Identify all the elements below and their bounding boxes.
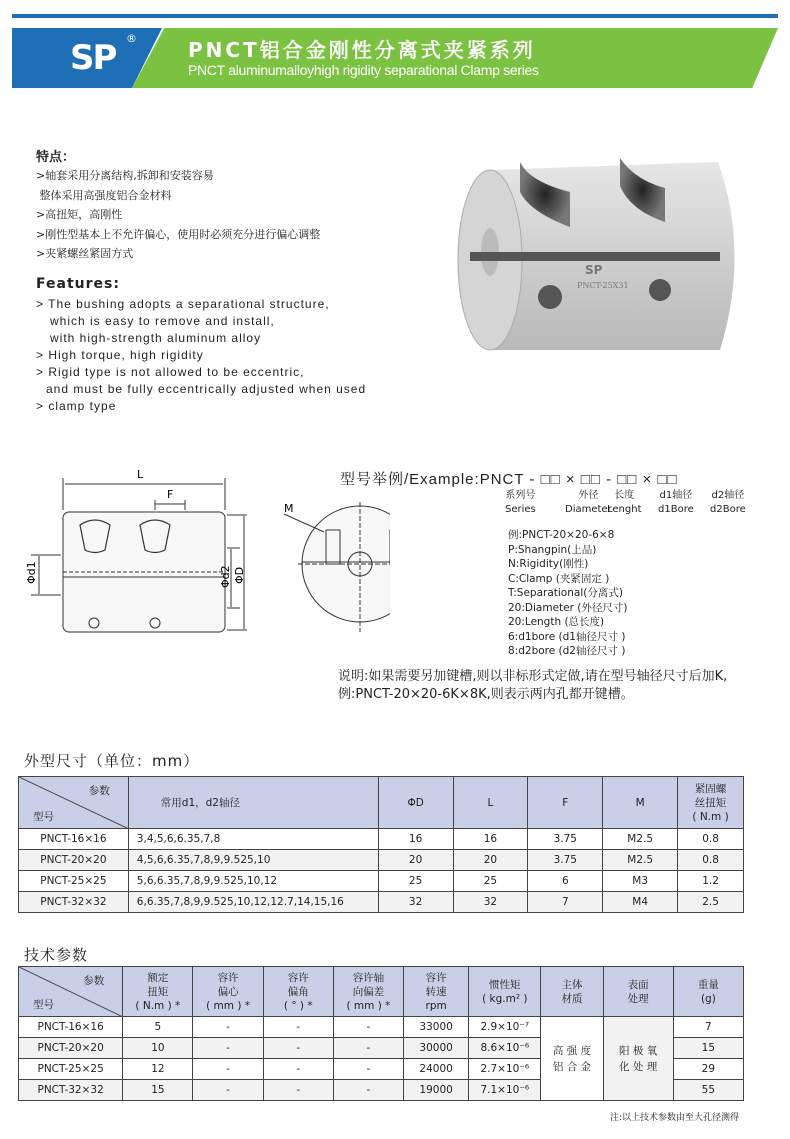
feature-cn-item: 整体采用高强度铝合金材料 [36, 188, 172, 202]
side-view-drawing [25, 460, 255, 640]
table-cell: 7.1×10⁻⁶ [469, 1080, 541, 1101]
tech-header: 表面 处理 [603, 967, 673, 1017]
tech-table [18, 966, 744, 1101]
table-cell: 2.9×10⁻⁷ [469, 1017, 541, 1038]
table-cell: 7 [673, 1017, 743, 1038]
features-en-list [36, 296, 366, 415]
example-item: 6:d1bore (d1轴径尺寸 ) [508, 630, 626, 643]
feature-en-item: and must be fully eccentrically adjusted when used [46, 382, 367, 396]
table-cell: - [333, 1017, 403, 1038]
table-cell: PNCT-32×32 [19, 1080, 123, 1101]
product-photo [450, 152, 755, 362]
table-cell: 8.6×10⁻⁶ [469, 1038, 541, 1059]
material-cell: 高 强 度 铝 合 金 [541, 1017, 603, 1101]
table-cell: - [193, 1059, 263, 1080]
dims-title: 外型尺寸（单位：mm） [24, 752, 200, 770]
example-label-length: 长度 Lenght [607, 490, 642, 515]
example-item: T:Separational(分离式) [508, 587, 623, 599]
tech-title: 技术参数 [24, 946, 89, 964]
table-cell: 2.5 [678, 892, 744, 913]
table-cell: - [193, 1017, 263, 1038]
example-label-d1: d1轴径 d1Bore [658, 490, 694, 515]
table-cell: 3.75 [528, 850, 603, 871]
title-cn: PNCT铝合金刚性分离式夹紧系列 [188, 38, 536, 62]
registered-mark: ® [126, 32, 137, 45]
table-cell: M3 [603, 871, 678, 892]
table-cell: PNCT-16×16 [19, 829, 129, 850]
table-cell: 25 [378, 871, 453, 892]
table-cell: 25 [453, 871, 528, 892]
table-cell: 16 [378, 829, 453, 850]
table-cell: 32 [378, 892, 453, 913]
dim-label-D: ΦD [233, 566, 246, 584]
table-cell: 3,4,5,6,6.35,7,8 [128, 829, 378, 850]
tech-header: 惯性矩 ( kg.m² ) [469, 967, 541, 1017]
table-cell: - [263, 1017, 333, 1038]
table-cell: 7 [528, 892, 603, 913]
table-cell: 2.7×10⁻⁶ [469, 1059, 541, 1080]
table-cell: 16 [453, 829, 528, 850]
table-row [19, 829, 744, 850]
example-list [508, 528, 627, 659]
table-cell: 6 [528, 871, 603, 892]
split-gap [470, 252, 720, 261]
example-label-series: 系列号 Series [505, 490, 536, 515]
table-cell: 5 [123, 1017, 193, 1038]
tech-header: 额定 扭矩 ( N.m ) * [123, 967, 193, 1017]
thread-hole-icon [538, 285, 562, 309]
feature-en-item: which is easy to remove and install, [50, 314, 275, 328]
example-label-diameter: 外径 Diameter [565, 490, 612, 515]
title-en: PNCT aluminumalloyhigh rigidity separational Clamp series [188, 62, 539, 78]
photo-model-marking: PNCT-25X31 [577, 281, 629, 290]
feature-en-item: > clamp type [36, 399, 117, 413]
dims-corner-header: 参数 型号 [19, 777, 129, 829]
table-cell: M4 [603, 892, 678, 913]
thread-hole-icon [649, 279, 671, 301]
tech-header: 重量 (g) [673, 967, 743, 1017]
table-row [19, 850, 744, 871]
example-item: N:Rigidity(刚性) [508, 558, 589, 570]
feature-en-item: > The bushing adopts a separational structure, [36, 297, 330, 311]
table-cell: 24000 [404, 1059, 469, 1080]
dim-label-F: F [167, 488, 174, 501]
brand-logo: SP [70, 38, 116, 78]
table-cell: 15 [673, 1038, 743, 1059]
keyway-note-line: 例:PNCT-20×20-6K×8K,则表示两内孔都开键槽。 [338, 687, 634, 702]
tech-header: 容许 偏角 ( ° ) * [263, 967, 333, 1017]
tech-header: 容许 偏心 ( mm ) * [193, 967, 263, 1017]
table-cell: 20 [453, 850, 528, 871]
features-en-heading: Features: [36, 276, 120, 292]
feature-en-item: > Rigid type is not allowed to be eccentric, [36, 365, 305, 379]
feature-cn-item: >高扭矩，高刚性 [36, 208, 123, 221]
dim-label-M: M [284, 502, 294, 515]
surface-cell: 阳 极 氧 化 处 理 [603, 1017, 673, 1101]
features-cn-heading: 特点： [36, 150, 76, 165]
dims-header: L [453, 777, 528, 829]
dims-header: F [528, 777, 603, 829]
keyway-note-line: 说明:如果需要另加键槽,则以非标形式定做,请在型号轴径尺寸后加K, [338, 669, 728, 684]
example-item: C:Clamp (夹紧固定 ) [508, 572, 610, 585]
dims-header: ΦD [378, 777, 453, 829]
feature-cn-item: >夹紧螺丝紧固方式 [36, 247, 134, 260]
table-cell: 5,6,6.35,7,8,9,9.525,10,12 [128, 871, 378, 892]
dim-label-L: L [137, 468, 144, 481]
table-cell: 6,6.35,7,8,9,9.525,10,12,12.7,14,15,16 [128, 892, 378, 913]
features-cn-list [36, 166, 320, 264]
example-item: 例:PNCT-20×20-6×8 [508, 529, 615, 541]
table-cell: 20 [378, 850, 453, 871]
front-view-drawing [280, 492, 390, 642]
feature-cn-item: >轴套采用分离结构,拆卸和安装容易 [36, 169, 214, 182]
dim-label-d2: Φd2 [219, 565, 232, 588]
table-cell: PNCT-25×25 [19, 871, 129, 892]
table-cell: - [193, 1038, 263, 1059]
table-cell: M2.5 [603, 850, 678, 871]
table-cell: 0.8 [678, 850, 744, 871]
table-cell: 4,5,6,6.35,7,8,9,9.525,10 [128, 850, 378, 871]
table-cell: 12 [123, 1059, 193, 1080]
dims-header: 常用d1，d2轴径 [128, 777, 378, 829]
table-cell: PNCT-25×25 [19, 1059, 123, 1080]
tech-corner-header: 参数 型号 [19, 967, 123, 1017]
example-item: P:Shangpin(上品) [508, 543, 597, 556]
tech-header: 主体 材质 [541, 967, 603, 1017]
feature-en-item: with high-strength aluminum alloy [50, 331, 262, 345]
dims-table [18, 776, 744, 913]
table-cell: - [333, 1038, 403, 1059]
feature-en-item: > High torque, high rigidity [36, 348, 204, 362]
table-cell: 29 [673, 1059, 743, 1080]
table-cell: 3.75 [528, 829, 603, 850]
table-cell: - [333, 1059, 403, 1080]
table-row [19, 1017, 744, 1038]
table-cell: 32 [453, 892, 528, 913]
table-cell: 15 [123, 1080, 193, 1101]
table-cell: PNCT-20×20 [19, 1038, 123, 1059]
table-cell: - [263, 1059, 333, 1080]
example-title: 型号举例/Example:PNCT - □□ × □□ - □□ × □□ [340, 471, 678, 488]
table-cell: PNCT-20×20 [19, 850, 129, 871]
table-cell: 30000 [404, 1038, 469, 1059]
title-banner [12, 28, 778, 88]
example-item: 20:Length (总长度) [508, 616, 605, 628]
example-item: 8:d2bore (d2轴径尺寸 ) [508, 645, 626, 657]
photo-logo: SP [585, 263, 603, 277]
table-cell: M2.5 [603, 829, 678, 850]
table-cell: - [263, 1080, 333, 1101]
dims-header: M [603, 777, 678, 829]
keyway-note [338, 668, 727, 704]
table-row [19, 892, 744, 913]
table-cell: 10 [123, 1038, 193, 1059]
dims-header: 紧固螺 丝扭矩 ( N.m ) [678, 777, 744, 829]
header-rule [12, 14, 778, 18]
tech-header: 容许 转速 rpm [404, 967, 469, 1017]
table-cell: 1.2 [678, 871, 744, 892]
tech-header: 容许轴 向偏差 ( mm ) * [333, 967, 403, 1017]
table-row [19, 871, 744, 892]
table-cell: - [263, 1038, 333, 1059]
table-cell: - [193, 1080, 263, 1101]
table-cell: 55 [673, 1080, 743, 1101]
footnote: 注:以上技术参数由至大孔径测得 [610, 1113, 740, 1123]
example-item: 20:Diameter (外径尺寸) [508, 601, 628, 614]
example-label-d2: d2轴径 d2Bore [710, 490, 746, 515]
table-cell: - [333, 1080, 403, 1101]
feature-cn-item: >刚性型基本上不允许偏心，使用时必须充分进行偏心调整 [36, 227, 321, 241]
table-cell: 0.8 [678, 829, 744, 850]
dim-label-d1: Φd1 [25, 561, 38, 584]
table-cell: 33000 [404, 1017, 469, 1038]
table-cell: PNCT-32×32 [19, 892, 129, 913]
table-cell: 19000 [404, 1080, 469, 1101]
table-cell: PNCT-16×16 [19, 1017, 123, 1038]
